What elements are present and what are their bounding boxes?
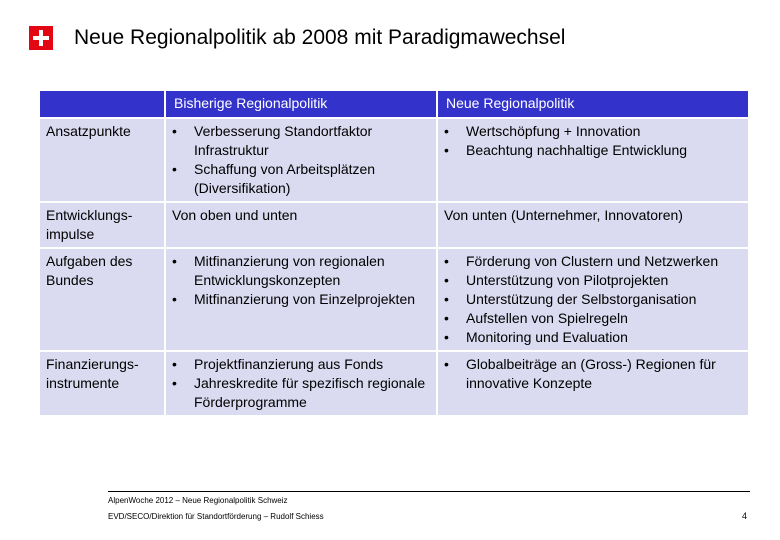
list-item: • Förderung von Clustern und Netzwerken (444, 252, 742, 271)
header-new-policy: Neue Regionalpolitik (438, 91, 748, 117)
table-row (40, 249, 748, 350)
row-label: Aufgaben des Bundes (40, 249, 164, 350)
new-cell (438, 249, 748, 350)
list-item: • Globalbeiträge an (Gross-) Regionen für innovative Konzepte (444, 355, 742, 393)
new-cell (438, 352, 748, 415)
list-item: • Monitoring und Evaluation (444, 328, 742, 347)
table-row (40, 119, 748, 201)
list-item: • Projektfinanzierung aus Fonds (172, 355, 430, 374)
table-row (40, 352, 748, 415)
footer-event: AlpenWoche 2012 – Neue Regionalpolitik Schweiz (108, 496, 288, 505)
table-header-row (40, 91, 748, 117)
page-title: Neue Regionalpolitik ab 2008 mit Paradigmawechsel (74, 26, 566, 49)
old-cell: Von oben und unten (166, 203, 436, 247)
new-cell (438, 119, 748, 201)
row-label: Ansatzpunkte (40, 119, 164, 201)
comparison-table (38, 89, 750, 417)
header-blank-cell (40, 91, 164, 117)
list-item: • Verbesserung Standortfaktor Infrastruktur (172, 122, 430, 160)
swiss-cross-icon (29, 26, 53, 50)
new-cell: Von unten (Unternehmer, Innovatoren) (438, 203, 748, 247)
old-cell (166, 352, 436, 415)
page-number: 4 (742, 511, 748, 521)
old-cell (166, 119, 436, 201)
table-row (40, 203, 748, 247)
old-cell (166, 249, 436, 350)
list-item: • Mitfinanzierung von Einzelprojekten (172, 290, 430, 309)
list-item: • Unterstützung der Selbstorganisation (444, 290, 742, 309)
footer-divider (108, 491, 750, 492)
list-item: • Beachtung nachhaltige Entwicklung (444, 141, 742, 160)
list-item: • Wertschöpfung + Innovation (444, 122, 742, 141)
header-old-policy: Bisherige Regionalpolitik (166, 91, 436, 117)
list-item: • Aufstellen von Spielregeln (444, 309, 742, 328)
list-item: • Jahreskredite für spezifisch regionale Förderprogramme (172, 374, 430, 412)
row-label: Entwicklungs- impulse (40, 203, 164, 247)
footer-author: EVD/SECO/Direktion für Standortförderung – Rudolf Schiess (108, 512, 324, 521)
row-label: Finanzierungs- instrumente (40, 352, 164, 415)
list-item: • Schaffung von Arbeitsplätzen (Diversifikation) (172, 160, 430, 198)
list-item: • Mitfinanzierung von regionalen Entwicklungskonzepten (172, 252, 430, 290)
list-item: • Unterstützung von Pilotprojekten (444, 271, 742, 290)
